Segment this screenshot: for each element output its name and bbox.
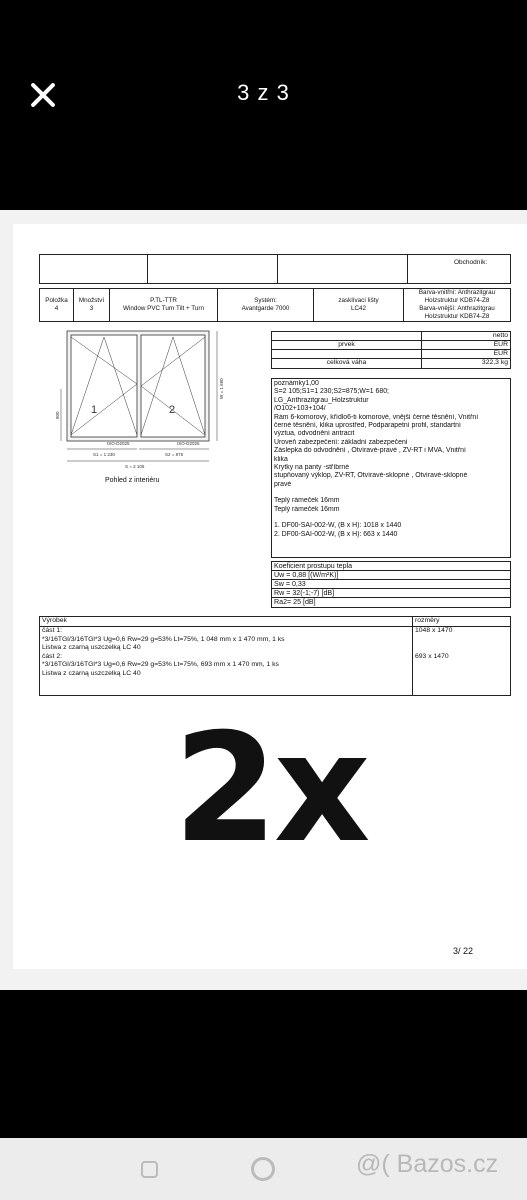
weight-row <box>272 332 510 341</box>
page-number: 3/ 22 <box>453 946 474 956</box>
ra2-value: Ra2= 25 [dB] <box>274 598 316 606</box>
header-table-item <box>39 288 511 322</box>
part2-spec: *3/16TGl/3/16TGl*3 Ug=0,6 Rw=29 g=53% Lt=75%, 693 mm x 1 470 mm, 1 ks <box>42 661 279 669</box>
notes-line: pravé <box>274 480 292 488</box>
part2-dimensions: 693 x 1470 <box>415 652 449 660</box>
product-name: Window PVC Turn Tilt + Turn <box>122 305 204 312</box>
weight-row-value: netto <box>492 332 508 339</box>
system-cell <box>218 289 314 321</box>
notes-line: Krytky na panty -stříbrné <box>274 464 350 472</box>
glazing-cell <box>314 289 404 321</box>
view-caption: Pohled z interiéru <box>105 477 160 484</box>
header-cell-empty-2 <box>148 255 278 283</box>
viewer-top-bar <box>0 0 527 210</box>
header-cell-empty-3 <box>278 255 408 283</box>
part2-strip: Listwa z czarną uszczelką LC 40 <box>42 669 141 677</box>
notes-line: poznámky1,00 <box>274 380 319 387</box>
products-header: Výrobek <box>40 617 412 627</box>
notes-line: výztua, odvodnění antracit <box>274 430 355 438</box>
total-width-dimension: S = 2 105 <box>125 464 145 469</box>
notes-line: Úroveň zabezpečení: základní zabezpečení <box>274 438 408 446</box>
color-cell <box>404 289 510 321</box>
quantity-value: 3 <box>89 305 94 312</box>
dealer-label: Obchodník: <box>454 259 488 266</box>
thermal-coefficient-table <box>271 561 511 608</box>
quantity-label: Množství <box>78 297 105 304</box>
products-column <box>40 617 413 695</box>
notes-line: LG_Anthrazitgrau_Holzstruktur <box>274 396 369 404</box>
item-label: Položka <box>45 297 68 304</box>
image-counter: 3 z 3 <box>237 80 290 105</box>
dimensions-header: rozměry <box>413 617 510 627</box>
notes-line: stupňovaný výklop, ZV-RT, Otvíravé-sklopné , Otvíravé-sklopné <box>274 472 468 480</box>
part1-title: část 1: <box>42 627 63 634</box>
bazos-watermark: @( Bazos.cz <box>356 1150 499 1178</box>
notes-line: 2. DF00-SAI-002-W, (B x H): 663 x 1440 <box>274 530 398 538</box>
color-outer-value: Holzstruktur KDB74-Z8 <box>424 313 490 320</box>
sash-number-2: 2 <box>169 404 176 416</box>
notes-line: Záslepka do odvodnění , Otvíravé-pravé , ZV-RT i MVA, Vnitřní <box>274 447 466 455</box>
item-cell <box>40 289 74 321</box>
document-page <box>13 224 527 969</box>
sill-height-dimension: 800 <box>55 411 60 419</box>
weight-table <box>271 331 511 369</box>
rw-value: Rw = 32(-1;-7) [dB] <box>272 589 510 598</box>
color-inner-label: Barva-vnitřní: Anthrazitgrau <box>418 289 496 296</box>
notes-line: klika <box>274 455 288 463</box>
thermal-title: Koeficient prostupu tepla <box>272 562 510 571</box>
sw-value: Sw = 0,33 <box>272 580 510 589</box>
uw-value: Uw = 0,88 [(W/m²K)] <box>272 571 510 580</box>
document-image <box>0 210 527 990</box>
notes-box <box>271 378 511 558</box>
weight-row-label: celková váha <box>272 359 422 368</box>
notes-line: Teplý rámeček 16mm <box>274 497 340 505</box>
notes-line: Teplý rámeček 16mm <box>274 505 340 513</box>
weight-row <box>272 350 510 359</box>
notes-line: Rám 6-komorový, křídlo6-ti komorové, vnější černé těsnění, Vnitřní <box>274 413 479 421</box>
product-cell <box>110 289 218 321</box>
weight-row <box>272 359 510 368</box>
iso-label-1: ISO-D2025 <box>107 441 130 446</box>
part1-strip: Listwa z czarną uszczelką LC 40 <box>42 644 141 652</box>
notes-line: S=2 105;S1=1 230;S2=875;W=1 680; <box>274 388 389 396</box>
weight-row-value: EUR <box>493 350 508 357</box>
weight-row-value: 322,3 kg <box>481 359 508 366</box>
part1-spec: *3/16TGl/3/16TGl*3 Ug=0,6 Rw=29 g=53% Lt=75%, 1 048 mm x 1 470 mm, 1 ks <box>42 635 285 643</box>
weight-row-value: EUR <box>493 341 508 348</box>
iso-label-2: ISO-D2025 <box>177 441 200 446</box>
sash-number-1: 1 <box>91 404 98 416</box>
color-inner-value: Holzstruktur KDB74-Z8 <box>424 297 490 304</box>
window-drawing <box>37 329 227 469</box>
system-value: Avantgarde 7000 <box>241 305 290 312</box>
color-outer-label: Barva-vnější: Anthrazitgrau <box>419 305 495 312</box>
recents-icon[interactable] <box>141 1161 158 1178</box>
weight-row <box>272 341 510 350</box>
notes-line: 1. DF00-SAI-002-W, (B x H): 1018 x 1440 <box>274 522 402 530</box>
viewer-bottom-area <box>0 990 527 1138</box>
item-value: 4 <box>54 305 59 312</box>
notes-line: /O102+103+104/ <box>274 405 326 413</box>
home-icon[interactable] <box>251 1157 275 1181</box>
weight-row-label <box>272 350 422 358</box>
weight-row-label: prvek <box>272 341 422 349</box>
part1-dimensions: 1048 x 1470 <box>415 627 453 634</box>
height-dimension: W = 1 680 <box>219 378 224 399</box>
products-table <box>39 616 511 696</box>
s1-dimension: S1 = 1 230 <box>93 452 115 457</box>
product-code: P.TL-TTR <box>150 297 177 304</box>
weight-row-label <box>272 332 422 340</box>
glazing-label: zasklívací lišty <box>338 297 379 304</box>
quantity-cell <box>74 289 110 321</box>
dimensions-column <box>413 617 510 695</box>
glazing-value: LC42 <box>350 305 367 312</box>
header-table-top <box>39 254 511 284</box>
part2-title: část 2: <box>42 652 63 660</box>
system-label: Systém: <box>254 297 277 304</box>
notes-line: černé těsnění, klika uprostřed, Podparapetní profil, standartní <box>274 422 461 430</box>
quantity-overlay-text: 2x <box>173 702 367 876</box>
s2-dimension: S2 = 875 <box>165 452 184 457</box>
header-cell-empty-1 <box>40 255 148 283</box>
